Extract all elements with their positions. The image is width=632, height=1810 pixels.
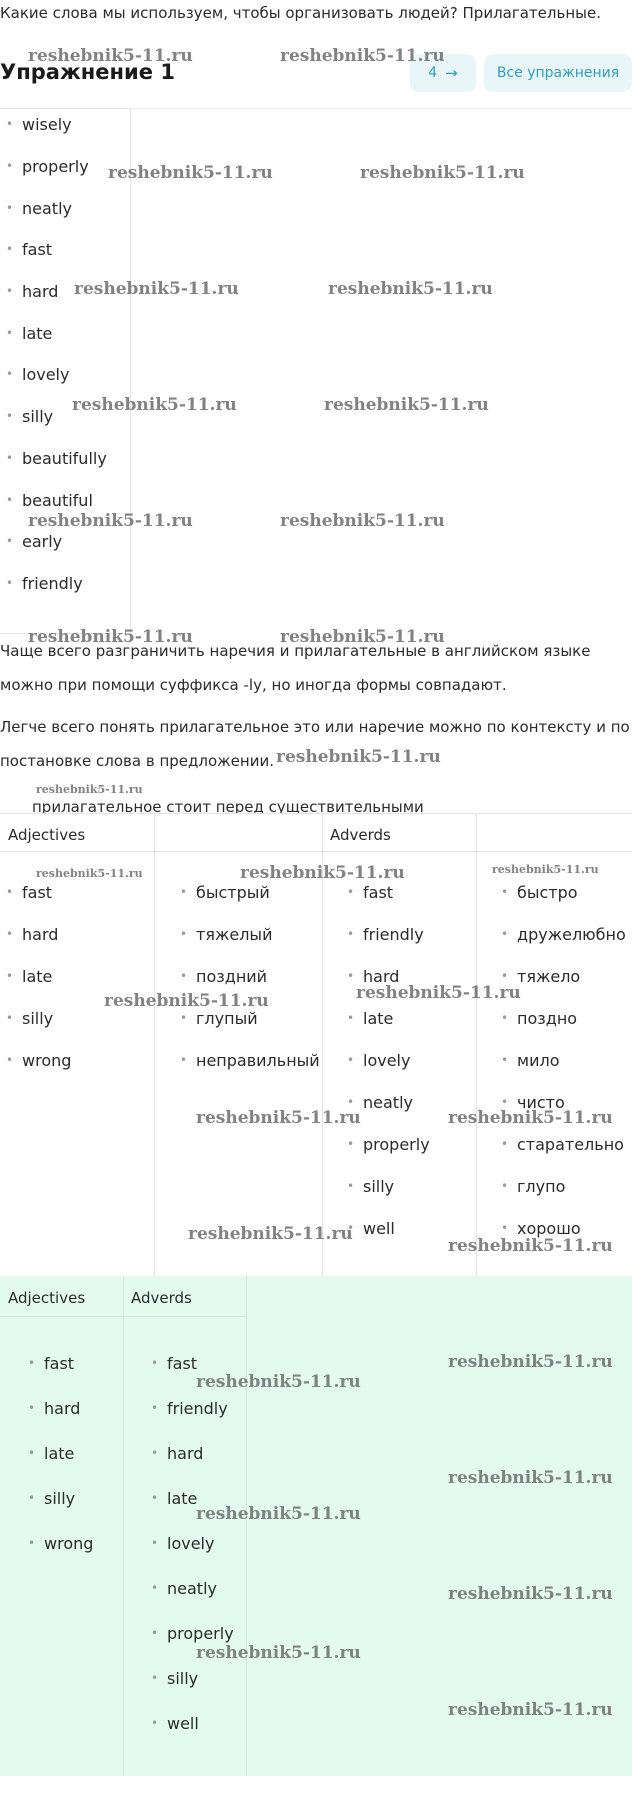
arrow-right-icon: → (445, 64, 458, 82)
watermark: reshebnik5-11.ru (328, 279, 493, 299)
word-list (0, 108, 130, 632)
column-divider (476, 814, 477, 1276)
list-item: • дружелюбно (517, 925, 626, 944)
list-item: • fast (44, 1354, 74, 1373)
cut-bullet: • прилагательное стоит перед существительными (32, 798, 424, 814)
watermark: reshebnik5-11.ru (280, 511, 445, 531)
list-item: • wrong (22, 1051, 71, 1070)
list-item: • well (363, 1219, 395, 1238)
column-header: Adverds (131, 1289, 192, 1307)
list-item: • глупый (196, 1009, 258, 1028)
column-divider (322, 814, 323, 1276)
watermark: reshebnik5-11.ru (492, 863, 599, 876)
list-item: • тяжелый (196, 925, 272, 944)
exercise-title: Упражнение 1 (0, 60, 175, 84)
list-item: • lovely (167, 1534, 214, 1553)
watermark: reshebnik5-11.ru (448, 1584, 613, 1604)
list-item: • тяжело (517, 967, 580, 986)
watermark: reshebnik5-11.ru (276, 747, 441, 767)
next-exercise-label: 4 (428, 65, 438, 81)
watermark: reshebnik5-11.ru (72, 395, 237, 415)
list-item: • silly (44, 1489, 75, 1508)
list-item: • beautifully (22, 449, 107, 468)
list-item: • late (22, 324, 52, 343)
list-item: • beautiful (22, 491, 93, 510)
list-item: • fast (22, 883, 52, 902)
watermark: reshebnik5-11.ru (74, 279, 239, 299)
list-item: • wisely (22, 115, 72, 134)
list-item: • neatly (22, 199, 72, 218)
list-item: • early (22, 532, 62, 551)
list-item: • silly (22, 407, 53, 426)
column-header: Adverds (330, 826, 391, 844)
watermark: reshebnik5-11.ru (28, 46, 193, 66)
list-item: • fast (167, 1354, 197, 1373)
words-table-ru (0, 813, 632, 1277)
list-item: • поздний (196, 967, 267, 986)
list-item: • late (363, 1009, 393, 1028)
watermark: reshebnik5-11.ru (448, 1468, 613, 1488)
list-item: • быстрый (196, 883, 270, 902)
list-item: • friendly (22, 574, 83, 593)
watermark: reshebnik5-11.ru (324, 395, 489, 415)
watermark: reshebnik5-11.ru (196, 1108, 361, 1128)
list-item: • неправильный (196, 1051, 320, 1070)
watermark: reshebnik5-11.ru (104, 991, 269, 1011)
list-item: • hard (22, 282, 58, 301)
header-divider (0, 851, 632, 852)
list-item: • late (167, 1489, 197, 1508)
list-item: • hard (22, 925, 58, 944)
list-item: • late (22, 967, 52, 986)
list-item: • lovely (22, 365, 69, 384)
list-item: • silly (363, 1177, 394, 1196)
list-item: • friendly (167, 1399, 228, 1418)
paragraph-line: можно при помощи суффикса -ly, но иногда формы совпадают. (0, 676, 507, 694)
list-item: • fast (22, 240, 52, 259)
watermark: reshebnik5-11.ru (188, 1224, 353, 1244)
list-item: • lovely (363, 1051, 410, 1070)
column-divider (154, 814, 155, 1276)
watermark: reshebnik5-11.ru (448, 1352, 613, 1372)
next-exercise-button[interactable] (410, 54, 476, 92)
list-item: • мило (517, 1051, 559, 1070)
watermark: reshebnik5-11.ru (448, 1700, 613, 1720)
intro-text: Какие слова мы используем, чтобы организовать людей? Прилагательные. (0, 4, 601, 22)
list-item: • быстро (517, 883, 578, 902)
watermark: reshebnik5-11.ru (28, 627, 193, 647)
column-divider (246, 1276, 247, 1776)
watermark: reshebnik5-11.ru (240, 863, 405, 883)
paragraph-line: постановке слова в предложении. (0, 752, 274, 770)
watermark: reshebnik5-11.ru (36, 783, 143, 796)
list-item: • fast (363, 883, 393, 902)
list-item: • глупо (517, 1177, 565, 1196)
list-item: • properly (167, 1624, 234, 1643)
list-item: • поздно (517, 1009, 577, 1028)
list-item: • hard (363, 967, 399, 986)
list-item: • neatly (167, 1579, 217, 1598)
column-header: Adjectives (8, 1289, 86, 1307)
list-item: • silly (167, 1669, 198, 1688)
watermark: reshebnik5-11.ru (280, 46, 445, 66)
watermark: reshebnik5-11.ru (280, 627, 445, 647)
list-item: • чисто (517, 1093, 565, 1112)
list-item: • hard (167, 1444, 203, 1463)
list-item: • wrong (44, 1534, 93, 1553)
list-item: • хорошо (517, 1219, 581, 1238)
list-item: • silly (22, 1009, 53, 1028)
watermark: reshebnik5-11.ru (196, 1643, 361, 1663)
words-table-en (0, 1276, 632, 1776)
paragraph-line: Легче всего понять прилагательное это или наречие можно по контексту и по (0, 718, 630, 736)
watermark: reshebnik5-11.ru (196, 1372, 361, 1392)
list-item: • старательно (517, 1135, 624, 1154)
list-item: • friendly (363, 925, 424, 944)
watermark: reshebnik5-11.ru (36, 867, 143, 880)
list-item: • well (167, 1714, 199, 1733)
watermark: reshebnik5-11.ru (448, 1236, 613, 1256)
watermark: reshebnik5-11.ru (448, 1108, 613, 1128)
watermark: reshebnik5-11.ru (196, 1504, 361, 1524)
watermark: reshebnik5-11.ru (28, 511, 193, 531)
watermark: reshebnik5-11.ru (108, 163, 273, 183)
list-item: • neatly (363, 1093, 413, 1112)
paragraph-line: Чаще всего разграничить наречия и прилагательные в английском языке (0, 642, 591, 660)
all-exercises-button[interactable]: Все упражнения (484, 54, 632, 92)
watermark: reshebnik5-11.ru (356, 983, 521, 1003)
list-item: • late (44, 1444, 74, 1463)
list-item: • hard (44, 1399, 80, 1418)
watermark: reshebnik5-11.ru (360, 163, 525, 183)
column-header: Adjectives (8, 826, 86, 844)
list-item: • properly (363, 1135, 430, 1154)
list-item: • properly (22, 157, 89, 176)
column-divider (123, 1276, 124, 1776)
